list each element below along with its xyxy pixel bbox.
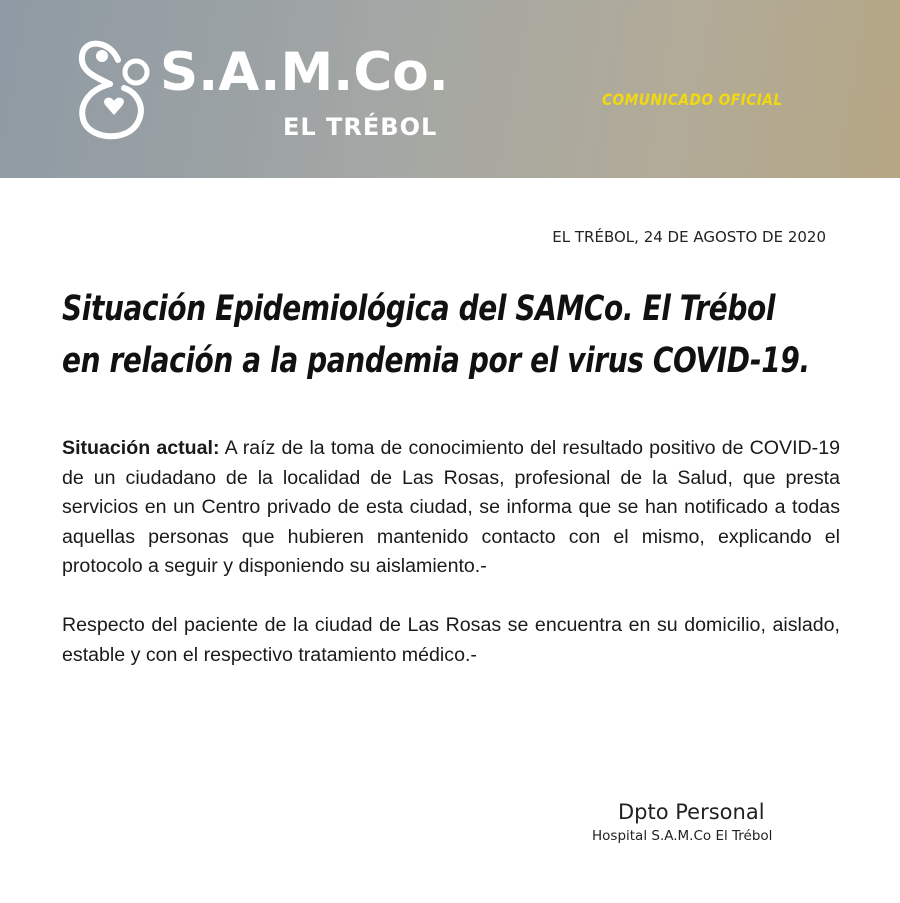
title-line-1: Situación Epidemiológica del SAMCo. El Trébol: [62, 289, 776, 329]
paragraph-1-lead: Situación actual:: [62, 437, 220, 459]
samco-logo-icon: [76, 32, 156, 142]
document-title: [62, 283, 810, 387]
logo-subtitle: EL TRÉBOL: [283, 113, 438, 141]
header-banner: [0, 0, 900, 178]
paragraph-1-text: A raíz de la toma de conocimiento del resultado positivo de COVID-19 de un ciudadano de la localidad de Las Rosas, profesional de la Salud, que presta servicios en un Centro privado de esta ciudad, se informa que se han notificado a todas aquellas personas que hubieren mantenido contacto con el mismo, explicando el protocolo a seguir y disponiendo su aislamiento.-: [62, 437, 841, 578]
title-line-2: en relación a la pandemia por el virus COVID-19.: [62, 341, 810, 381]
official-label: COMUNICADO OFICIAL: [602, 90, 783, 109]
logo-name: S.A.M.Co.: [160, 42, 449, 103]
signature-organization: Hospital S.A.M.Co El Trébol: [592, 828, 773, 844]
document-body: [62, 434, 840, 670]
signature-block: [592, 798, 812, 846]
paragraph-1: [62, 434, 840, 582]
signature-name: Dpto Personal: [618, 800, 765, 824]
document-date: EL TRÉBOL, 24 DE AGOSTO DE 2020: [552, 228, 826, 246]
paragraph-2: Respecto del paciente de la ciudad de Las Rosas se encuentra en su domicilio, aislado, estable y con el respectivo tratamiento médico.-: [62, 613, 840, 666]
